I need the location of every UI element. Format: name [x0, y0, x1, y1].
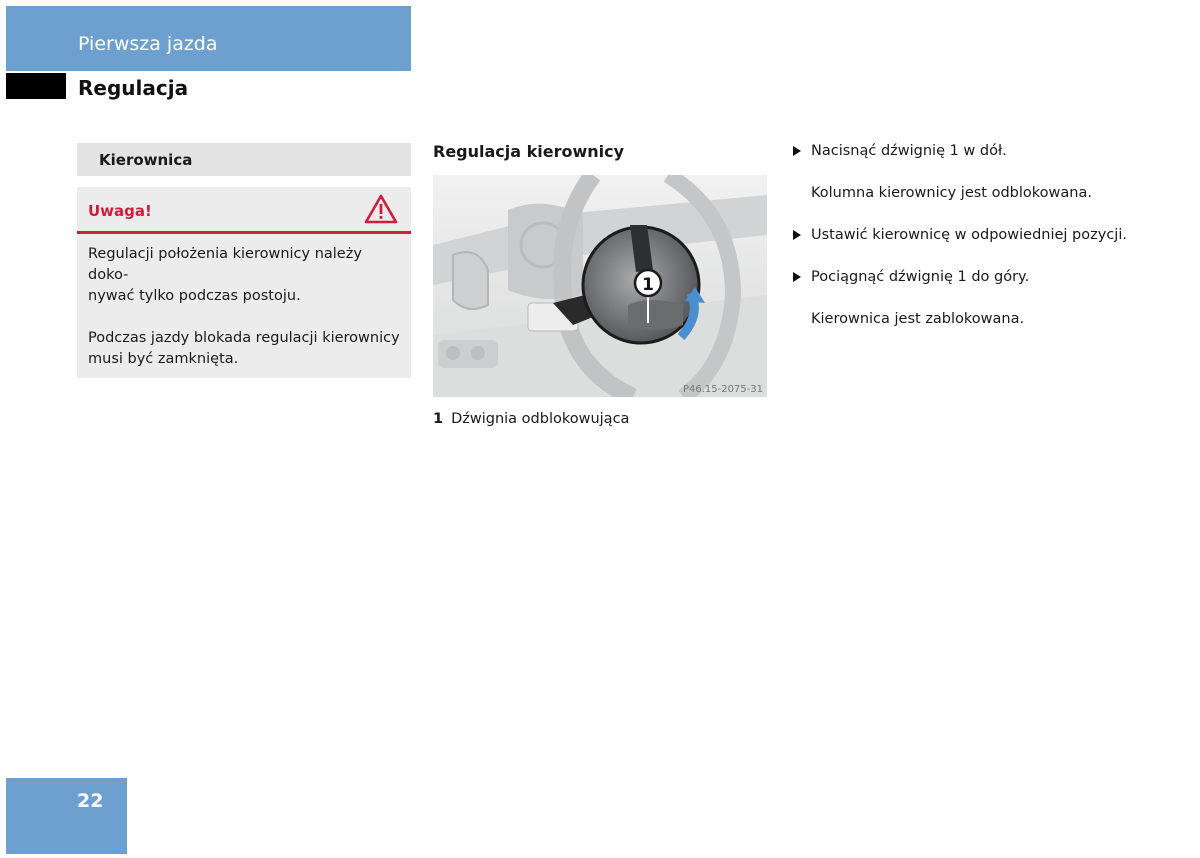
steering-wheel-illustration	[433, 175, 767, 397]
right-column	[792, 141, 1152, 351]
figure-title: Regulacja kierownicy	[433, 142, 625, 161]
warning-body	[77, 234, 411, 378]
middle-column	[433, 142, 768, 427]
bullet-arrow-icon	[793, 272, 801, 282]
caption-number: 1	[433, 411, 444, 427]
instruction-result: Kierownica jest zablokowana.	[811, 311, 1025, 327]
warning-label: Uwaga!	[88, 202, 152, 220]
warning-box	[77, 187, 411, 378]
instruction-result: Kolumna kierownicy jest odblokowana.	[811, 185, 1092, 201]
bullet-arrow-icon	[793, 146, 801, 156]
section-marker	[6, 73, 66, 99]
caption-text: Dźwignia odblokowująca	[451, 411, 630, 427]
warning-paragraph: Podczas jazdy blokada regulacji kierownicy musi być zamknięta.	[88, 330, 400, 367]
instruction-step	[792, 141, 1152, 162]
bullet-arrow-icon	[793, 230, 801, 240]
instruction-step	[792, 267, 1152, 288]
subsection-heading: Kierownica	[77, 143, 411, 176]
instruction-step	[792, 225, 1152, 246]
figure-callout: 1	[642, 275, 654, 295]
instruction-text: Pociągnąć dźwignię 1 do góry.	[811, 269, 1030, 285]
figure-code: P46.15-2075-31	[682, 384, 763, 395]
instruction-text: Ustawić kierownicę w odpowiedniej pozycji.	[811, 227, 1127, 243]
warning-header	[77, 187, 411, 234]
warning-paragraph: Regulacji położenia kierownicy należy doko- nywać tylko podczas postoju.	[88, 246, 362, 304]
instruction-text: Nacisnąć dźwignię 1 w dół.	[811, 143, 1007, 159]
section-title: Regulacja	[78, 76, 189, 100]
left-column	[77, 143, 411, 378]
chapter-title: Pierwsza jazda	[78, 33, 218, 55]
warning-triangle-icon	[364, 194, 398, 228]
page-number-box	[6, 778, 127, 854]
figure-caption	[433, 411, 768, 427]
page-number: 22	[77, 790, 104, 812]
